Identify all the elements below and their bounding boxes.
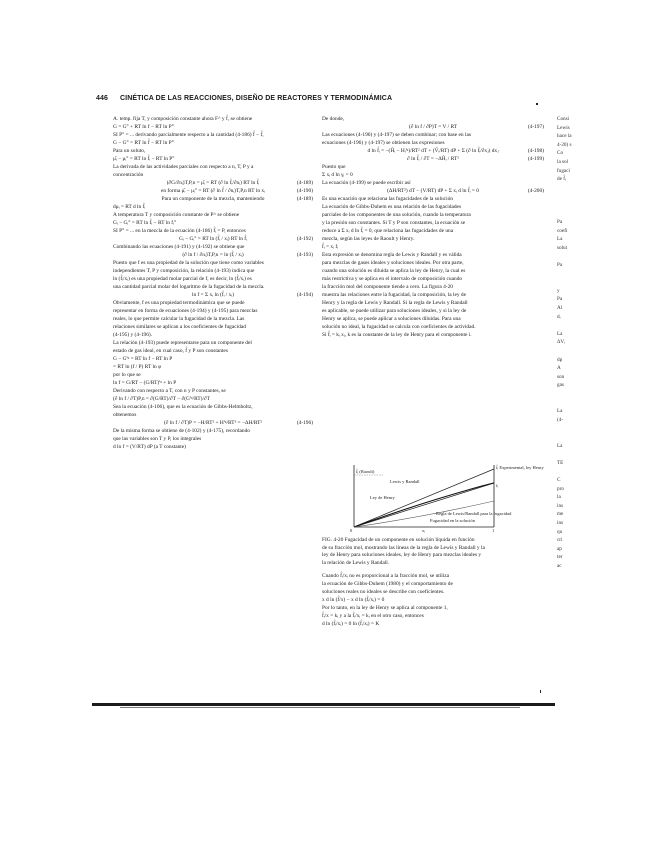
text-line: solución no ideal, la fugacidad se calcula con coeficientes de actividad.	[322, 324, 476, 330]
text-line: independientes T, P y composición, la relación (4-193) indica que	[113, 268, 255, 274]
equation-body: (∂ ln f / ∂T)P = −H/RT² + Hⁱᵍ/RT² = −ΔH/RT²	[163, 420, 263, 426]
bottom-rule	[92, 703, 555, 706]
text-line: mezcla, según las leyes de Raoult y Henry.	[322, 236, 415, 242]
edge-fragment: la sol	[557, 158, 569, 165]
text-line: la ecuación de Gibbs-Duhem (1980) y el comportamiento de	[322, 581, 453, 587]
text-line: d ln (f̂ᵢ/xᵢ) = 0 ln (f̂ᵢ/xᵢ) = K	[322, 621, 380, 627]
text-line: para mezclas de gases ideales y soluciones ideales. Por otra parte,	[322, 260, 464, 266]
edge-fragment: dᵢ	[557, 313, 561, 320]
equation-line	[322, 147, 544, 155]
equation-number: (4-200)	[527, 188, 544, 194]
text-line: relaciones similares se aplican a los coeficientes de fugacidad	[113, 324, 246, 330]
equation-number: (4-198)	[527, 148, 544, 154]
scan-speck	[536, 103, 538, 105]
edge-fragment	[557, 210, 617, 219]
next-page-edge-fragments	[557, 115, 617, 570]
text-line: Gᵢ − Gᵢ° = RT ln f̂ᵢ − RT ln fᵢ°	[113, 220, 177, 226]
edge-fragment	[557, 253, 617, 262]
text-line: Sea la ecuación (4-106), que es la ecuación de Gibbs-Helmholtz,	[113, 404, 253, 410]
text-line: y la presión son constantes. Si T y P son constantes, la ecuación se	[322, 220, 466, 226]
equation-line	[113, 187, 313, 195]
edge-fragment: Consi	[557, 116, 570, 122]
label-right-2: fᵢ	[496, 483, 499, 488]
edge-fragment: La	[557, 408, 563, 415]
edge-fragment: ΔVᵢ	[557, 339, 565, 346]
equation-line	[322, 187, 544, 195]
label-one: 1	[492, 528, 495, 533]
text-line: concentración	[113, 172, 144, 178]
text-line: obtenemos	[113, 412, 137, 418]
text-line: Puesto que	[322, 164, 346, 170]
text-line: A temperatura T y composición constante de P^ se obtiene	[113, 212, 240, 218]
text-line: Para un soluto,	[113, 148, 146, 154]
equation-line	[113, 291, 313, 299]
edge-fragment: cri	[557, 537, 563, 544]
edge-fragment	[557, 192, 617, 201]
text-line: ln (f̂ᵢ/xᵢ) es una propiedad molar parcial de f, es decir, ln (f̂ᵢ/xᵢ) es	[113, 276, 252, 282]
text-line: De la misma forma se obtiene de (4-102) y (4-175), recordando	[113, 428, 250, 434]
equation-line	[113, 419, 313, 427]
running-title: CINÉTICA DE LAS REACCIONES, DISEÑO DE REACTORES Y TERMODINÁMICA	[120, 95, 393, 102]
label-henry: Ley de Henry	[370, 495, 395, 500]
text-line: que las variables son T y P, los integrales	[113, 436, 202, 442]
edge-fragment	[557, 467, 617, 476]
text-line: estado de gas ideal, en cual caso, f̂ y P son constantes	[113, 348, 228, 354]
text-line: dμᵢ = RT d ln f̂ᵢ	[113, 204, 146, 210]
text-line: G = G° + RT ln f − RT ln P°	[113, 124, 174, 130]
equation-number: (4-192)	[296, 236, 313, 242]
text-line: f̂ᵢ/x = kᵢ y a la f̂ᵢ/xᵢ = kᵢ en el otro caso, entonces	[322, 613, 424, 619]
edge-fragment: la	[557, 494, 561, 501]
equation-body: (∂G/∂nᵢ)T,P,n = μ̂ᵢ = RT (∂ ln f̂ᵢ/∂nᵢ) RT ln f̂ᵢ	[166, 180, 260, 186]
text-line: Derivando con respecto a T, con n y P constantes, se	[113, 388, 226, 394]
text-line: ecuaciones (4-196) y (4-197) se obtienen las expresiones	[322, 140, 445, 146]
figure-4-20	[344, 461, 544, 533]
text-line: G − Gⁱᵍ = RT ln f − RT ln P	[113, 356, 173, 362]
text-line: SI P° = ... derivando parcialmente respecto a la cantidad (4-186) f̂ − f̂,	[113, 132, 264, 138]
edge-fragment: Pa	[557, 262, 563, 269]
edge-fragment: me	[557, 511, 564, 518]
edge-fragment: TE	[557, 459, 564, 466]
equation-body: d ln f̂ᵢ = −(Ĥᵢ − Hᵢⁱᵍ)/RT² dT + (V̂ᵢ/RT) dP + Σ (∂ ln f̂ᵢ/∂xⱼ) dxⱼ	[367, 148, 499, 154]
text-line: Por lo tanto, en la ley de Henry se aplica al componente 1,	[322, 605, 448, 611]
text-line: x d ln (f̂/x) − x d ln (f̂ᵢ/xᵢ) = 0	[322, 597, 385, 603]
edge-fragment: ter	[557, 554, 563, 561]
equation-number: (4-189)	[296, 196, 313, 202]
text-line: (∂ ln f / ∂T)P,n = ∂(G/RT)/∂T − ∂(Gⁱᵍ/RT)/∂T	[113, 396, 210, 402]
edge-fragment: fugaci	[557, 167, 570, 174]
edge-fragment	[557, 321, 617, 330]
edge-fragment	[557, 201, 617, 210]
text-line: una cantidad parcial molar del logaritmo de la fugacidad de la mezcla.	[113, 284, 265, 290]
equation-number: (4-189)	[296, 180, 313, 186]
text-line: Las ecuaciones (4-196) y (4-197) se deben combinar; con base en las	[322, 132, 471, 138]
edge-fragment: y	[557, 287, 560, 294]
equation-number: (4-199)	[527, 156, 544, 162]
label-origin: 0	[350, 528, 353, 533]
text-line: Si f̂ᵢ = kᵢ xᵢ, k es la constante de la ley de Henry para el componente i.	[322, 332, 472, 338]
edge-fragment: de f̂ᵢ	[557, 176, 566, 183]
text-line: cuando una solución es diluida se aplica la ley de Henry, la cual es	[322, 268, 466, 274]
edge-fragment	[557, 270, 617, 279]
edge-fragment: solut	[557, 244, 568, 251]
text-line: la fracción mol del componente tiende a cero. La figura 4-20	[322, 284, 453, 290]
text-line: muestra las relaciones entre la fugacidad, la composición, la ley de	[322, 292, 466, 298]
caption-line: de su fracción mol, mostrando las líneas de la regla de Lewis y Randall y la	[322, 544, 485, 551]
equation-body: Gᵢ − Gᵢ° = RT ln (f̂ᵢ / xᵢ) RT ln f̂ᵢ	[179, 236, 247, 242]
text-line: La ecuación (4-199) se puede escribir así	[322, 180, 411, 186]
edge-fragment: 4-20) s	[557, 141, 572, 148]
right-column	[322, 115, 544, 339]
label-right-1: f̂ᵢ Experimental, ley Henry	[496, 465, 544, 470]
equation-line	[113, 251, 313, 259]
edge-fragment: Al	[557, 305, 563, 312]
edge-fragment: ins	[557, 519, 564, 526]
edge-fragment	[557, 184, 617, 193]
after-figure-text	[322, 572, 544, 628]
text-line: A. temp. fija T, y composición constante ahora F^ y f̂, se obtiene	[113, 116, 253, 122]
bottom-rule-thin	[120, 707, 520, 708]
text-line: Obviamente, f es una propiedad termodinámica que se puede	[113, 300, 245, 306]
label-real: Regla de Lewis/Randall para la fugacidad	[436, 511, 512, 516]
edge-fragment: Lewis	[557, 124, 570, 131]
text-line: Esta expresión se denomina regla de Lewis y Randall y es válida	[322, 252, 462, 258]
text-line: Cuando f̂ᵢ/xᵢ no es proporcional a la fracción mol, se utiliza	[322, 573, 450, 579]
caption-line: FIG. 4-20 Fugacidad de un componente en solución líquida en función	[322, 537, 475, 543]
label-x-axis: xᵢ	[422, 528, 425, 533]
edge-fragment: (4-	[557, 416, 564, 423]
equation-body: (∂ ln f / ∂P)T = V / RT	[408, 124, 458, 130]
equation-line	[113, 195, 313, 203]
label-top: f̂ᵢ (Raoult)	[356, 469, 375, 474]
text-line: soluciones reales no ideales se describe con coeficientes.	[322, 589, 445, 595]
edge-fragment: C	[557, 476, 561, 483]
figure-caption	[322, 537, 544, 567]
equation-body: en forma μ̂ᵢ − μᵢ° = RT (∂ ln f̂ / ∂nᵢ)T,P,n RT ln xᵢ	[161, 188, 265, 194]
equation-line	[322, 155, 544, 163]
equation-body: (∂ ln f / ∂nᵢ)T,P,n = ln (f̂ᵢ / xᵢ)	[182, 252, 244, 258]
edge-fragment	[557, 450, 617, 459]
equation-number: (4-190)	[296, 188, 313, 194]
text-line: SI P° = ... en la mezcla de la ecuación (4-186) f̂ᵢ = P, entonces	[113, 228, 246, 234]
text-line: La relación (4-193) puede representarse para un componente del	[113, 340, 252, 346]
caption-line: ley de Henry para soluciones ideales, ley de Henry para mezclas ideales y	[322, 552, 482, 558]
text-line: representar en forma de ecuaciones (4-194) y (4-195) para mezclas	[113, 308, 258, 314]
text-line: Es una ecuación que relaciona las fugacidades de la solución	[322, 196, 453, 202]
edge-fragment: dp	[557, 356, 563, 363]
edge-fragment	[557, 390, 617, 399]
equation-body: ln f = Σ xᵢ ln (f̂ᵢ / xᵢ)	[191, 292, 235, 298]
edge-fragment: coefi	[557, 227, 568, 234]
text-line: d ln f = (V/RT) dP (a T constante)	[113, 444, 186, 450]
edge-fragment: ac	[557, 562, 562, 569]
edge-fragment	[557, 399, 617, 408]
text-line: Σ xᵢ d ln γᵢ = 0	[322, 172, 353, 178]
equation-line	[113, 179, 313, 187]
caption-line: la relación de Lewis y Randall.	[322, 559, 390, 566]
text-line: (4-195) y (4-196).	[113, 332, 153, 338]
edge-fragment: hace la	[557, 133, 572, 140]
text-line: Combinando las ecuaciones (4-191) y (4-192) se obtiene que	[113, 244, 245, 250]
text-line: La derivada de las actividades parciales con respecto a n, T, P y a	[113, 164, 254, 170]
text-line: Puesto que f es una propiedad de la solución que tiene como variables	[113, 260, 264, 266]
text-line: Henry y la regla de Lewis y Randall. Si la regla de Lewis y Randall	[322, 300, 468, 306]
text-line: más restrictiva y se aplica en el intervalo de composición cuando	[322, 276, 463, 282]
text-line: ln f = G/RT − (G/RT)ⁱᵍ + ln P	[113, 380, 177, 386]
equation-number: (4-193)	[296, 252, 313, 258]
text-line: De donde,	[322, 116, 345, 122]
edge-fragment: qu	[557, 528, 563, 535]
equation-line	[113, 235, 313, 243]
equation-body: ∂ ln f̂ᵢ / ∂T = −ΔĤᵢ / RT²	[407, 156, 459, 162]
equation-body: (ΔH/RT²) dT − (V/RT) dP + Σ xᵢ d ln f̂ᵢ = 0	[387, 188, 479, 194]
edge-fragment: La	[557, 442, 563, 449]
equation-number: (4-196)	[296, 420, 313, 426]
edge-fragment	[557, 347, 617, 356]
page-header	[96, 95, 556, 102]
label-lewis-randall: Lewis y Randall	[390, 479, 420, 484]
edge-fragment	[557, 433, 617, 442]
edge-fragment: A	[557, 365, 561, 372]
edge-fragment: Co	[557, 150, 564, 157]
page-number: 446	[96, 95, 108, 102]
edge-fragment: La	[557, 236, 563, 243]
text-line: Henry se aplica, se puede aplicar a soluciones diluidas. Para una	[322, 316, 461, 322]
fugacity-diagram	[344, 461, 544, 533]
text-line: f̂ᵢ = xᵢ fᵢ	[322, 244, 339, 250]
edge-fragment: La	[557, 330, 563, 337]
equation-number: (4-194)	[296, 292, 313, 298]
equation-number: (4-197)	[527, 124, 544, 130]
edge-fragment: Pa	[557, 219, 563, 226]
label-solution: Fugacidad en la solución	[430, 518, 475, 523]
equation-line	[322, 123, 544, 131]
edge-fragment: gas	[557, 382, 564, 389]
edge-fragment: ins	[557, 502, 564, 509]
scan-speck	[540, 690, 541, 693]
text-line: reduce a Σ xᵢ d ln f̂ᵢ = 0, que relaciona las fugacidades de una	[322, 228, 454, 234]
edge-fragment	[557, 278, 617, 287]
text-line: reales, lo que permite calcular la fugacidad de la mezcla. Las	[113, 316, 245, 322]
left-column	[113, 115, 313, 451]
text-line: es aplicable, se puede utilizar para soluciones ideales, y si la ley de	[322, 308, 467, 314]
text-line: μ̂ᵢ − μᵢ° = RT ln f̂ᵢ − RT ln P°	[113, 156, 175, 162]
text-line: por lo que se	[113, 372, 141, 378]
edge-fragment: son	[557, 373, 565, 380]
edge-fragment: pro	[557, 485, 564, 492]
text-line: = RT ln (f / P) RT ln φ	[113, 364, 162, 370]
text-line: G − G° = RT ln f̂ − RT ln P°	[113, 140, 174, 146]
edge-fragment: Pa	[557, 296, 563, 303]
edge-fragment: ap	[557, 545, 562, 552]
text-line: parciales de los componentes de una solución, cuando la temperatura	[322, 212, 471, 218]
equation-body: Para un componente de la mezcla, manteniendo	[161, 196, 265, 202]
edge-fragment	[557, 424, 617, 433]
text-line: La ecuación de Gibbs-Duhem es una relación de las fugacidades	[322, 204, 462, 210]
